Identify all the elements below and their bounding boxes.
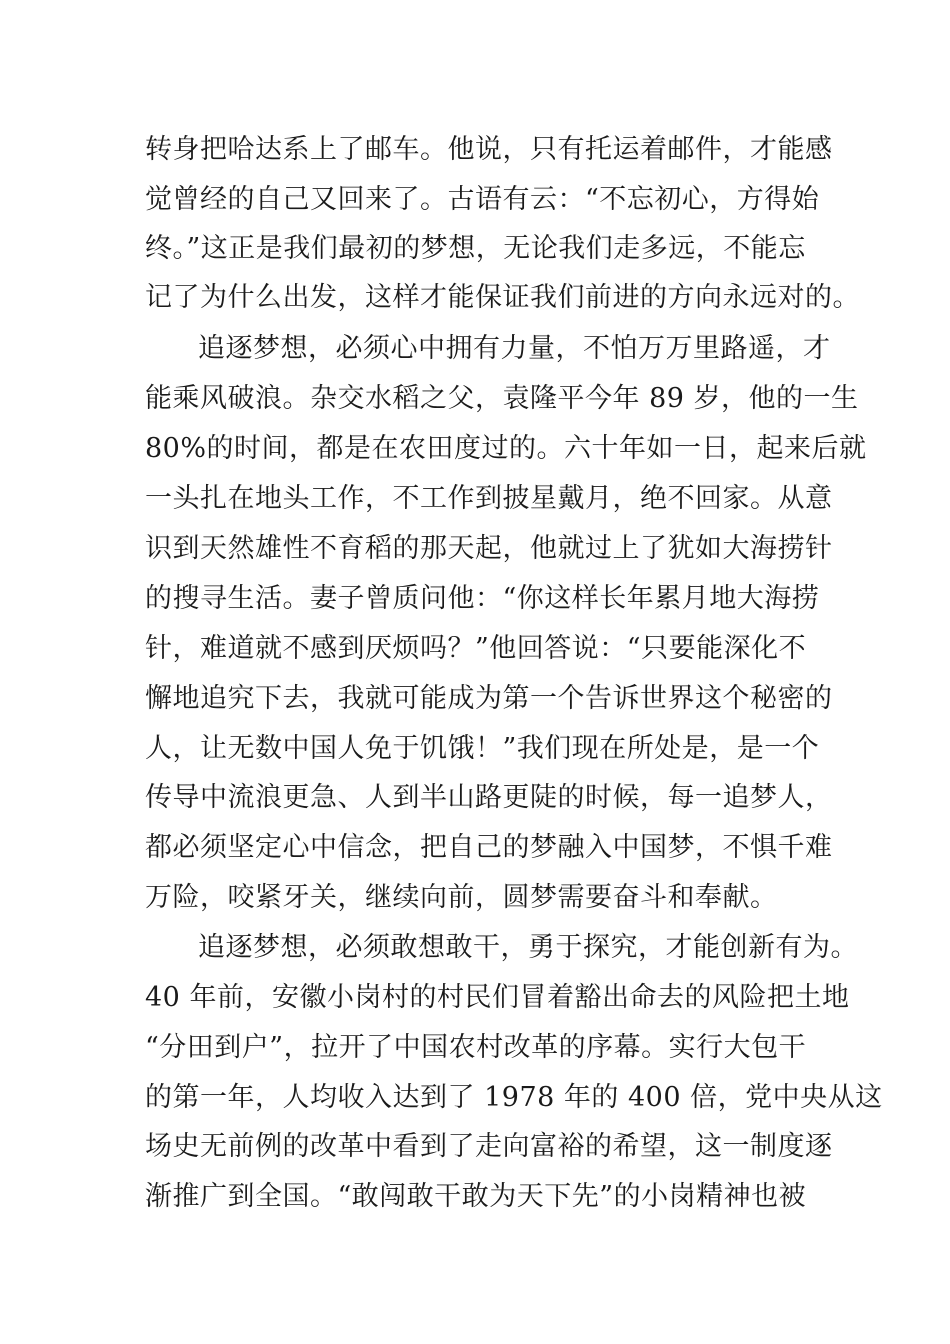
text-line: 一头扎在地头工作，不工作到披星戴月，绝不回家。从意 — [145, 483, 833, 514]
text-line: 转身把哈达系上了邮车。他说，只有托运着邮件，才能感 — [145, 134, 833, 165]
text-line: 场史无前例的改革中看到了走向富裕的希望，这一制度逐 — [145, 1131, 833, 1162]
text-line: 都必须坚定心中信念，把自己的梦融入中国梦，不惧千难 — [145, 832, 833, 863]
paragraph-first-line: 追逐梦想，必须心中拥有力量，不怕万万里路遥，才 — [198, 333, 831, 364]
text-line: 觉曾经的自己又回来了。古语有云：“不忘初心，方得始 — [145, 184, 820, 215]
text-line: 懈地追究下去，我就可能成为第一个告诉世界这个秘密的 — [145, 683, 833, 714]
text-line: 40 年前，安徽小岗村的村民们冒着豁出命去的风险把土地 — [145, 982, 850, 1013]
text-line: 能乘风破浪。杂交水稻之父，袁隆平今年 89 岁，他的一生 — [145, 383, 859, 414]
text-line: 万险，咬紧牙关，继续向前，圆梦需要奋斗和奉献。 — [145, 882, 778, 913]
text-line: 80%的时间，都是在农田度过的。六十年如一日，起来后就 — [145, 433, 867, 464]
text-line: 终。”这正是我们最初的梦想，无论我们走多远，不能忘 — [145, 233, 806, 264]
text-line: 记了为什么出发，这样才能保证我们前进的方向永远对的。 — [145, 282, 860, 313]
text-line: 传导中流浪更急、人到半山路更陡的时候，每一追梦人， — [145, 782, 833, 813]
paragraph-first-line: 追逐梦想，必须敢想敢干，勇于探究，才能创新有为。 — [198, 932, 858, 963]
text-line: 针，难道就不感到厌烦吗？”他回答说：“只要能深化不 — [145, 633, 807, 664]
text-line: 的搜寻生活。妻子曾质问他：“你这样长年累月地大海捞 — [145, 583, 820, 614]
text-line: 识到天然雄性不育稻的那天起，他就过上了犹如大海捞针 — [145, 533, 833, 564]
text-line: 的第一年，人均收入达到了 1978 年的 400 倍，党中央从这 — [145, 1082, 883, 1113]
text-line: 人，让无数中国人免于饥饿！”我们现在所处是，是一个 — [145, 733, 820, 764]
text-line: 渐推广到全国。“敢闯敢干敢为天下先”的小岗精神也被 — [145, 1181, 807, 1212]
text-line: “分田到户”，拉开了中国农村改革的序幕。实行大包干 — [145, 1032, 807, 1063]
